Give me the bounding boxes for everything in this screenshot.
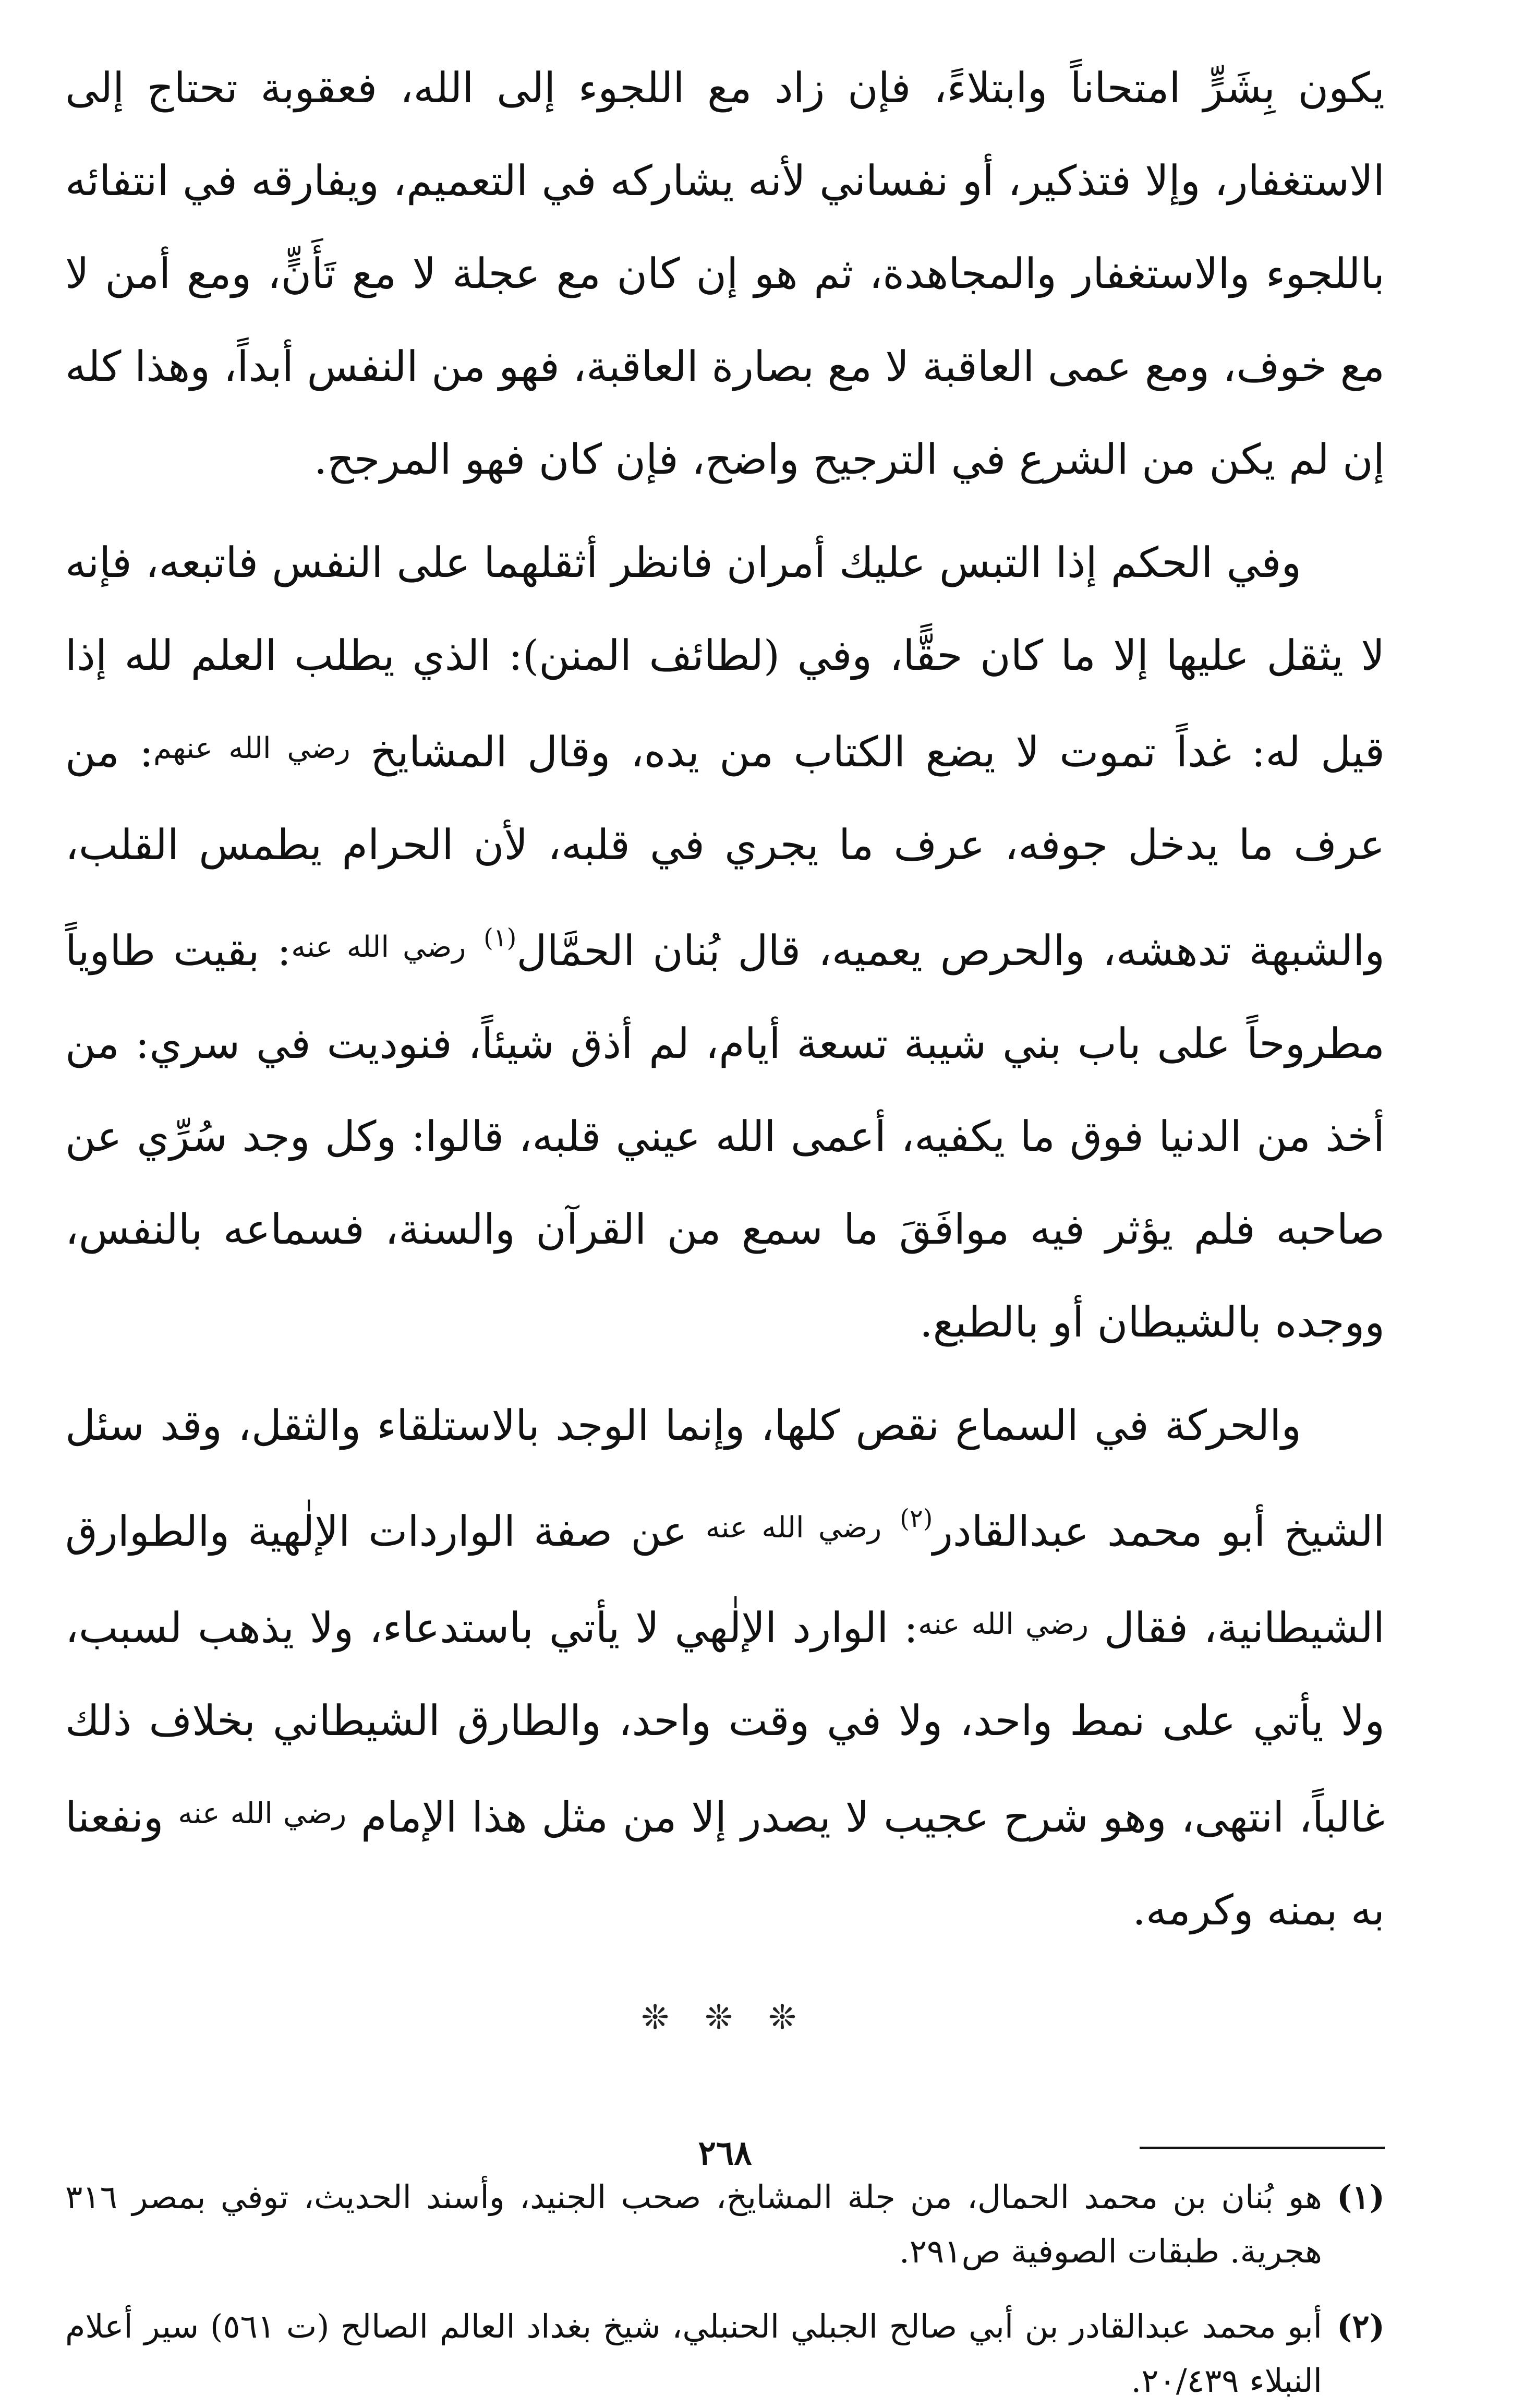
honorific-mark: رضي الله عنه xyxy=(178,1797,347,1831)
main-text xyxy=(65,42,1385,1957)
book-page xyxy=(65,42,1385,2400)
footnote-number: (٢) xyxy=(1337,2307,1385,2345)
honorific-mark: رضي الله عنه xyxy=(918,1607,1089,1641)
footnote-text: أبو محمد عبدالقادر بن أبي صالح الجبلي الحنبلي، شيخ بغداد العالم الصالح (ت ٥٦١) سير أعلام النبلاء ٢٠/٤٣٩. xyxy=(65,2307,1322,2400)
footnote-ref-1[interactable]: (١) xyxy=(483,923,517,953)
footnote xyxy=(65,2299,1385,2408)
footnotes xyxy=(65,2170,1385,2408)
footnote-text: هو بُنان بن محمد الحمال، من جلة المشايخ، صحب الجنيد، وأسند الحديث، توفي بمصر ٣١٦ هجرية. طبقات الصوفية ص٢٩١. xyxy=(65,2178,1322,2270)
paragraph-3-text-c: : الوارد الإلٰهي لا يأتي باستدعاء، ولا يذهب لسبب، ولا يأتي على نمط واحد، ولا في وقت واحد، والطارق الشيطاني بخلاف ذلك غالباً، انتهى، وهو شرح عجيب لا يصدر إلا من مثل هذا الإمام xyxy=(65,1604,1385,1841)
footnote-ref-2[interactable]: (٢) xyxy=(900,1504,933,1533)
paragraph-1 xyxy=(65,42,1385,506)
footnote xyxy=(65,2170,1385,2279)
footnote-number: (١) xyxy=(1337,2178,1385,2216)
honorific-mark: رضي الله عنه xyxy=(705,1511,882,1545)
page-number: ٢٦٨ xyxy=(698,2134,752,2173)
paragraph-3-text-d: ونفعنا به بمنه وكرمه. xyxy=(65,1793,1385,1934)
paragraph-3-text-a: والحركة في السماع نقص كلها، وإنما الوجد بالاستلقاء والثقل، وقد سئل الشيخ أبو محمد عبدالقادر xyxy=(65,1401,1385,1556)
paragraph-2-text-c: : بقيت طاوياً مطروحاً على باب بني شيبة تسعة أيام، لم أذق شيئاً، فنوديت في سري: من أخذ من الدنيا فوق ما يكفيه، أعمى الله عيني قلبه، قالوا: وكل وجد سُرِّي عن صاحبه فلم يؤثر فيه موافَقَ ما سمع من القرآن والسنة، فسماعه بالنفس، ووجده بالشيطان أو بالطبع. xyxy=(65,926,1385,1346)
paragraph-2-text-a: وفي الحكم إذا التبس عليك أمران فانظر أثقلهما على النفس فاتبعه، فإنه لا يثقل عليها إلا ما كان حقًّا، وفي (لطائف المنن): الذي يطلب العلم لله إذا قيل له: غداً تموت لا يضع الكتاب من يده، وقال المشايخ xyxy=(65,538,1385,776)
paragraph-2-text-b: : من عرف ما يدخل جوفه، عرف ما يجري في قلبه، لأن الحرام يطمس القلب، والشبهة تدهشه، والحرص يعميه، قال بُنان الحمَّال xyxy=(65,728,1385,975)
paragraph-2 xyxy=(65,516,1385,1369)
section-separator: ❊ ❊ ❊ xyxy=(641,1998,809,2037)
paragraph-3-text-b: عن صفة الواردات الإلٰهية والطوارق الشيطانية، فقال xyxy=(65,1507,1385,1652)
paragraph-3 xyxy=(65,1379,1385,1957)
honorific-mark: رضي الله عنه xyxy=(291,930,466,964)
paragraph-1-text: يكون بِشَرٍّ امتحاناً وابتلاءً، فإن زاد مع اللجوء إلى الله، فعقوبة تحتاج إلى الاستغفار، وإلا فتذكير، أو نفساني لأنه يشاركه في التعميم، ويفارقه في انتفائه باللجوء والاستغفار والمجاهدة، ثم هو إن كان مع عجلة لا مع تَأَنٍّ، ومع أمن لا مع خوف، ومع عمى العاقبة لا مع بصارة العاقبة، فهو من النفس أبداً، وهذا كله إن لم يكن من الشرع في الترجيح واضح، فإن كان فهو المرجح. xyxy=(65,64,1385,484)
honorific-mark: رضي الله عنهم xyxy=(153,731,350,765)
